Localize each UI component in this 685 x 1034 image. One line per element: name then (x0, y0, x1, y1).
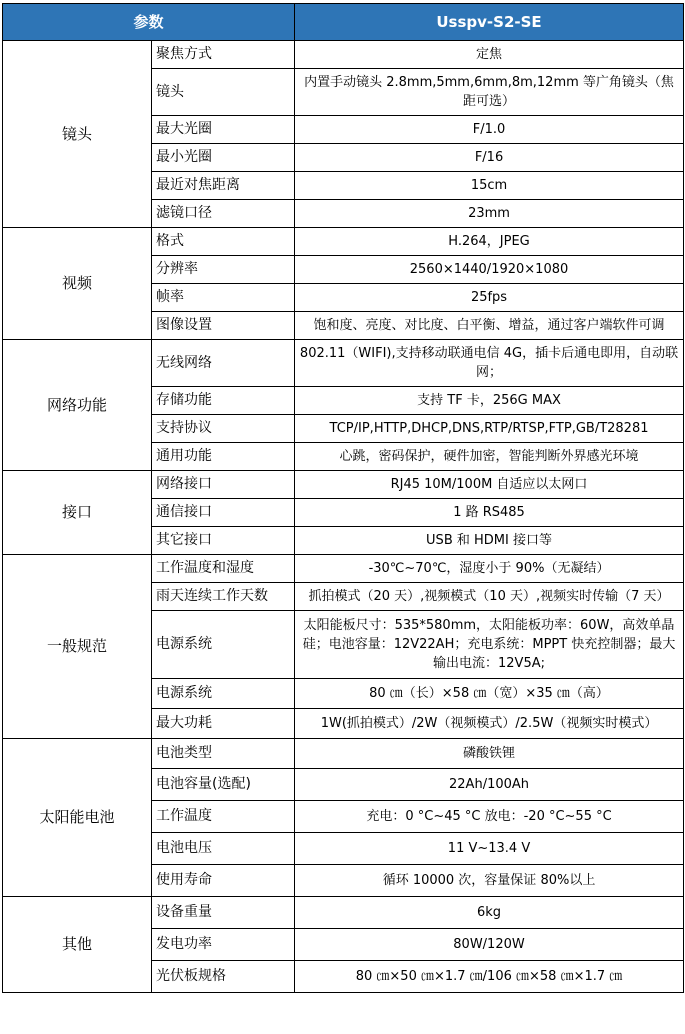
table-row (3, 41, 684, 69)
value-cell: H.264，JPEG (295, 228, 684, 256)
spec-table (2, 3, 684, 993)
value-cell: 2560×1440/1920×1080 (295, 256, 684, 284)
param-cell: 格式 (152, 228, 295, 256)
param-cell: 发电功率 (152, 929, 295, 961)
value-cell: -30℃~70℃，湿度小于 90%（无凝结） (295, 555, 684, 583)
group-video: 视频 (3, 228, 152, 340)
param-cell: 电池电压 (152, 833, 295, 865)
group-solar-battery: 太阳能电池 (3, 739, 152, 897)
param-cell: 最近对焦距离 (152, 172, 295, 200)
table-row (3, 471, 684, 499)
header-param-label: 参数 (3, 4, 295, 41)
param-cell: 通信接口 (152, 499, 295, 527)
value-cell: 802.11（WIFI),支持移动联通电信 4G，插卡后通电即用，自动联网； (295, 340, 684, 387)
param-cell: 最大功耗 (152, 709, 295, 739)
param-cell: 支持协议 (152, 415, 295, 443)
param-cell: 无线网络 (152, 340, 295, 387)
param-cell: 分辨率 (152, 256, 295, 284)
value-cell: 15cm (295, 172, 684, 200)
header-row (3, 4, 684, 41)
value-cell: 22Ah/100Ah (295, 769, 684, 801)
value-cell: 充电：0 °C~45 °C 放电：-20 °C~55 °C (295, 801, 684, 833)
value-cell: 抓拍模式（20 天）,视频模式（10 天）,视频实时传输（7 天） (295, 583, 684, 611)
value-cell: 饱和度、亮度、对比度、白平衡、增益，通过客户端软件可调 (295, 312, 684, 340)
param-cell: 电池容量(选配) (152, 769, 295, 801)
param-cell: 帧率 (152, 284, 295, 312)
param-cell: 网络接口 (152, 471, 295, 499)
value-cell: 23mm (295, 200, 684, 228)
table-row (3, 555, 684, 583)
param-cell: 雨天连续工作天数 (152, 583, 295, 611)
value-cell: USB 和 HDMI 接口等 (295, 527, 684, 555)
value-cell: 定焦 (295, 41, 684, 69)
group-network: 网络功能 (3, 340, 152, 471)
param-cell: 滤镜口径 (152, 200, 295, 228)
param-cell: 电源系统 (152, 611, 295, 679)
value-cell: 80 ㎝（长）×58 ㎝（宽）×35 ㎝（高） (295, 679, 684, 709)
param-cell: 图像设置 (152, 312, 295, 340)
value-cell: 内置手动镜头 2.8mm,5mm,6mm,8m,12mm 等广角镜头（焦距可选） (295, 69, 684, 116)
group-interface: 接口 (3, 471, 152, 555)
param-cell: 电源系统 (152, 679, 295, 709)
param-cell: 光伏板规格 (152, 961, 295, 993)
param-cell: 最大光圈 (152, 116, 295, 144)
value-cell: TCP/IP,HTTP,DHCP,DNS,RTP/RTSP,FTP,GB/T28281 (295, 415, 684, 443)
value-cell: 循环 10000 次，容量保证 80%以上 (295, 865, 684, 897)
param-cell: 聚焦方式 (152, 41, 295, 69)
value-cell: 80 ㎝×50 ㎝×1.7 ㎝/106 ㎝×58 ㎝×1.7 ㎝ (295, 961, 684, 993)
param-cell: 通用功能 (152, 443, 295, 471)
value-cell: RJ45 10M/100M 自适应以太网口 (295, 471, 684, 499)
param-cell: 最小光圈 (152, 144, 295, 172)
param-cell: 设备重量 (152, 897, 295, 929)
group-lens: 镜头 (3, 41, 152, 228)
group-general: 一般规范 (3, 555, 152, 739)
param-cell: 工作温度和湿度 (152, 555, 295, 583)
value-cell: 支持 TF 卡，256G MAX (295, 387, 684, 415)
value-cell: 6kg (295, 897, 684, 929)
value-cell: 太阳能板尺寸：535*580mm，太阳能板功率：60W，高效单晶硅；电池容量：12V22AH；充电系统：MPPT 快充控制器；最大输出电流：12V5A; (295, 611, 684, 679)
value-cell: 1 路 RS485 (295, 499, 684, 527)
param-cell: 存储功能 (152, 387, 295, 415)
value-cell: F/16 (295, 144, 684, 172)
param-cell: 电池类型 (152, 739, 295, 769)
value-cell: F/1.0 (295, 116, 684, 144)
header-model: Usspv-S2-SE (295, 4, 684, 41)
param-cell: 工作温度 (152, 801, 295, 833)
param-cell: 镜头 (152, 69, 295, 116)
table-row (3, 739, 684, 769)
group-other: 其他 (3, 897, 152, 993)
value-cell: 心跳，密码保护，硬件加密，智能判断外界感光环境 (295, 443, 684, 471)
value-cell: 25fps (295, 284, 684, 312)
table-row (3, 228, 684, 256)
value-cell: 11 V~13.4 V (295, 833, 684, 865)
param-cell: 使用寿命 (152, 865, 295, 897)
value-cell: 1W(抓拍模式）/2W（视频模式）/2.5W（视频实时模式） (295, 709, 684, 739)
param-cell: 其它接口 (152, 527, 295, 555)
table-row (3, 340, 684, 387)
value-cell: 磷酸铁锂 (295, 739, 684, 769)
table-row (3, 897, 684, 929)
value-cell: 80W/120W (295, 929, 684, 961)
